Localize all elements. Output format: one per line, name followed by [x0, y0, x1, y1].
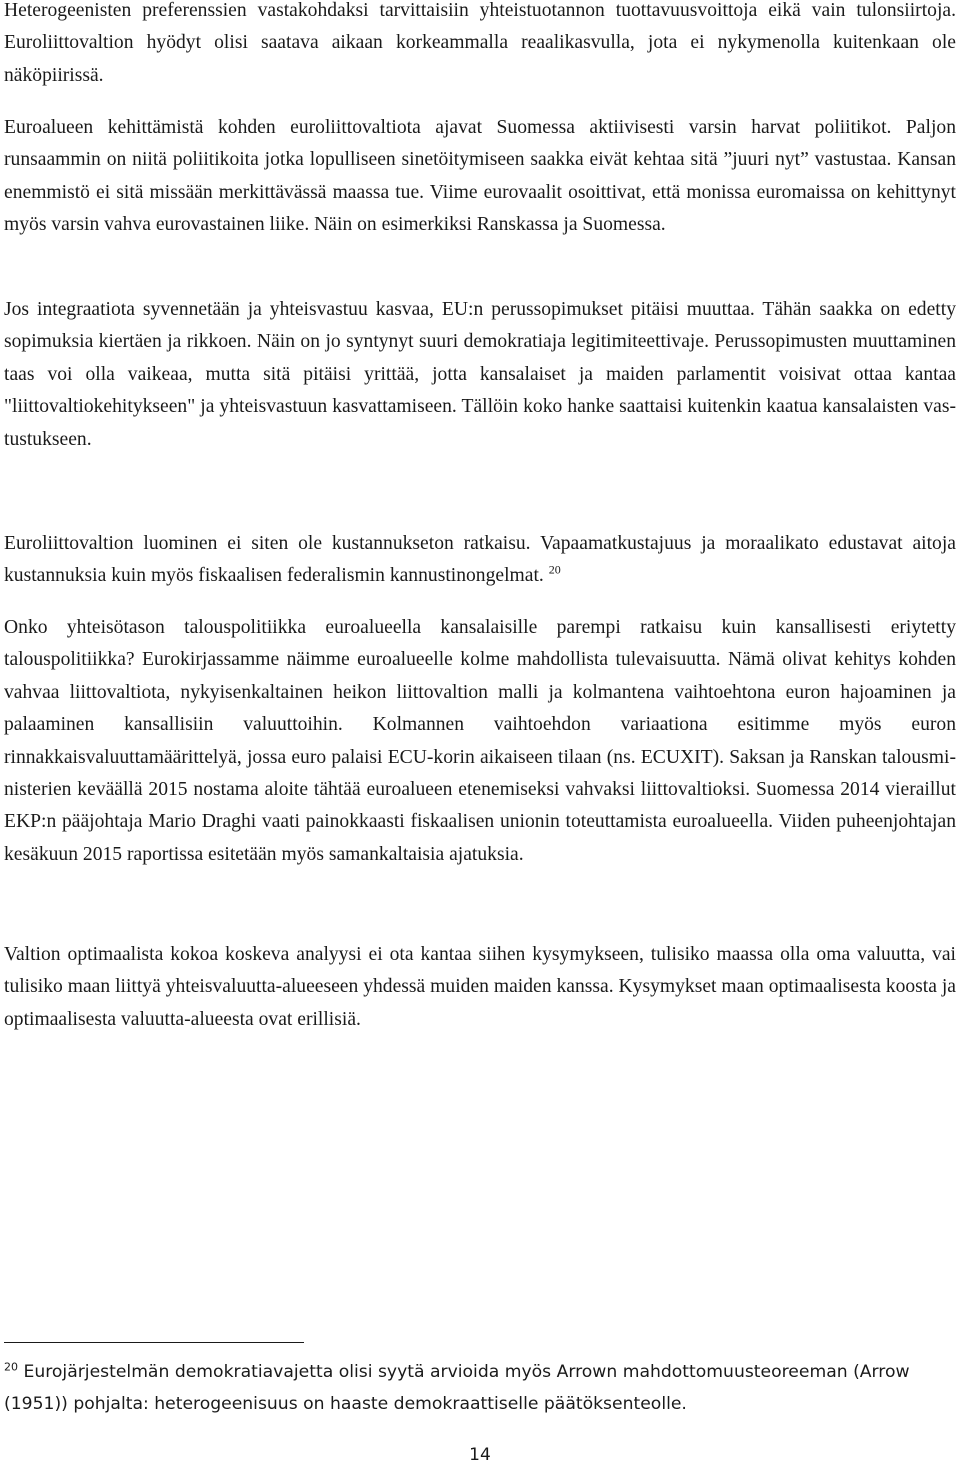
paragraph-1: Heterogeenisten preferenssien vastakohdaksi tarvittaisiin yhteistuotannon tuottavuusvoittoja eikä vain tulonsiirtoja. Euroliittovaltion hyödyt olisi saatava aikaan korkeammalla reaalikasvulla, jota ei nykymenolla kuitenkaan ole näköpiirissä.: [4, 0, 956, 86]
paragraph-3: Jos integraatiota syvennetään ja yhteisvastuu kasvaa, EU:n perussopimukset pitäisi muuttaa. Tähän saakka on edetty sopimuksia kiertäen ja rikkoen. Näin on jo syntynyt suuri demokratiaja legitimiteettivaje. Perussopimusten muuttaminen taas voi olla vaikeaa, mutta sitä pitäisi yrittää, jotta kansalaiset ja maiden parlamentit voisivat ottaa kantaa "liittovaltiokehitykseen" ja yhteisvastuun kasvattamiseen. Tällöin koko hanke saattaisi kuitenkin kaatua kansalaisten vastustukseen.: [4, 299, 956, 450]
paragraph-2: Euroalueen kehittämistä kohden euroliittovaltiota ajavat Suomessa aktiivisesti varsin harvat poliitikot. Paljon runsaammin on niitä poliitikoita jotka lopulliseen sinetöitymiseen saakka eivät kehtaa sitä ”juuri nyt” vastustaa. Kansan enemmistö ei sitä missään merkittävässä maassa tue. Viime eurovaalit osoittivat, että monissa euromaissa on kehittynyt myös varsin vahva eurovastainen liike. Näin on esimerkiksi Ranskassa ja Suomessa.: [4, 117, 956, 236]
paragraph-4: [4, 528, 956, 593]
footnote-number: 20: [4, 1360, 18, 1374]
footnote-separator: [4, 1342, 304, 1343]
page-number: 14: [469, 1445, 491, 1465]
paragraph-4-text: Euroliittovaltion luominen ei siten ole kustannukseton ratkaisu. Vapaamatkustajuus ja moraalikato edustavat aitoja kustannuksia kuin myös fiskaalisen federalismin kannustinongelmat.: [4, 533, 956, 587]
footnote: [4, 1356, 944, 1420]
paragraph-6: Valtion optimaalista kokoa koskeva analyysi ei ota kantaa siihen kysymykseen, tulisiko maassa olla oma valuutta, vai tulisiko maan liittyä yhteisvaluutta-alueeseen yhdessä muiden maiden kanssa. Kysymykset maan optimaalisesta koosta ja optimaalisesta valuutta-alueesta ovat erillisiä.: [4, 944, 956, 1030]
footnote-text: Eurojärjestelmän demokratiavajetta olisi syytä arvioida myös Arrown mahdottomuusteoreeman (Arrow (1951)) pohjalta: heterogeenisuus on haaste demokraattiselle päätöksenteolle.: [4, 1362, 910, 1414]
footnote-reference[interactable]: 20: [548, 562, 561, 577]
paragraph-5: Onko yhteisötason talouspolitiikka euroalueella kansalaisille parempi ratkaisu kuin kansallisesti eriytetty talouspolitiikka? Eurokirjassamme näimme euroalueelle kolme mahdollista tulevaisuutta. Nämä olivat kehitys kohden vahvaa liittovaltiota, nykyisenkaltainen heikon liittovaltion malli ja kolmantena vaihtoehtona euron hajoaminen ja palaaminen kansallisiin valuuttoihin. Kolmannen vaihtoehdon variaationa esitimme myös euron rinnakkaisvaluuttamäärittelyä, jossa euro palaisi ECU-korin aikaiseen tilaan (ns. ECUXIT). Saksan ja Ranskan talousministerien keväällä 2015 nostama aloite tähtää euroalueen etenemiseksi vahvaksi liittovaltioksi. Suomessa 2014 vieraillut EKP:n pääjohtaja Mario Draghi vaati painokkaasti fiskaalisen unionin toteuttamista euroalueella. Viiden puheenjohtajan kesäkuun 2015 raportissa esitetään myös samankaltaisia ajatuksia.: [4, 617, 956, 865]
